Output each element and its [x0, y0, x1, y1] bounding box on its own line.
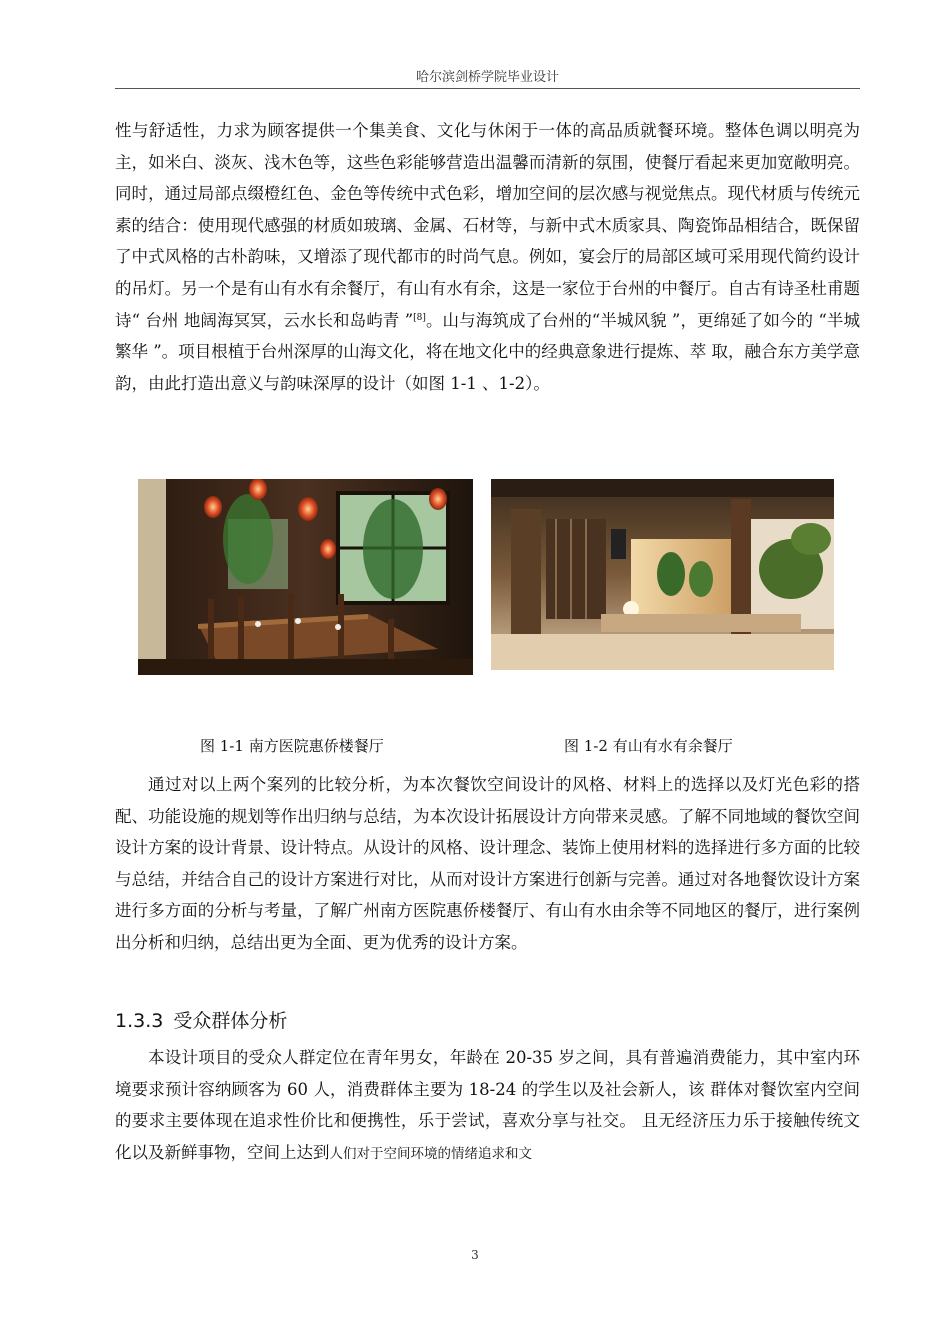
section-title: 受众群体分析 — [173, 1010, 288, 1032]
section-heading — [115, 1006, 287, 1033]
paragraph-intro-text-a: 性与舒适性，力求为顾客提供一个集美食、文化与休闲于一体的高品质就餐环境。整体色调以明亮为主，如米白、淡灰、浅木色等，这些色彩能够营造出温馨而清新的氛围，使餐厅看起来更加宽敞明亮。同时，通过局部点缀橙红色、金色等传统中式色彩，增加空间的层次感与视觉焦点。现代材质与传统元素的结合：使用现代感强的材质如玻璃、金属、石材等，与新中式木质家具、陶瓷饰品相结合，既保留了中式风格的古朴韵味，又增添了现代都市的时尚气息。例如，宴会厅的局部区域可采用现代简约设计的吊灯。另一个是有山有水有余餐厅，有山有水有余，这是一家位于台州的中餐厅。自古有诗圣杜甫题诗“ 台州 地阔海冥冥，云水长和岛屿青 ” — [115, 121, 860, 330]
figure-1-1-caption: 图 1-1 南方医院惠侨楼餐厅 — [200, 737, 384, 755]
figure-1-1-image — [138, 479, 473, 675]
header-divider — [115, 88, 860, 89]
paragraph-comparison: 通过对以上两个案列的比较分析，为本次餐饮空间设计的风格、材料上的选择以及灯光色彩的搭配、功能设施的规划等作出归纳与总结，为本次设计拓展设计方向带来灵感。了解不同地域的餐饮空间设计方案的设计背景、设计特点。从设计的风格、设计理念、装饰上使用材料的选择进行多方面的比较与总结，并结合自己的设计方案进行对比，从而对设计方案进行创新与完善。通过对各地餐饮设计方案进行多方面的分析与考量，了解广州南方医院惠侨楼餐厅、有山有水由余等不同地区的餐厅，进行案例出分析和归纳，总结出更为全面、更为优秀的设计方案。 — [115, 775, 860, 952]
section-number: 1.3.3 — [115, 1010, 164, 1032]
paragraph-intro-text-b: 。山与海筑成了台州的“半城风貌 ”，更绵延了如今的 “半城繁华 ”。项目根植于台州深厚的山海文化，将在地文化中的经典意象进行提炼、萃 取，融合东方美学意韵，由此打造出意义与韵味深厚的设计（如图 1-1 、1-2）。 — [115, 310, 861, 393]
paragraph-audience-text: 本设计项目的受众人群定位在青年男女，年龄在 20-35 岁之间，具有普遍消费能力，其中室内环境要求预计容纳顾客为 60 人，消费群体主要为 18-24 的学生以及社会新人，该 群体对餐饮室内空间的要求主要体现在追求性价比和便携性，乐于尝试，喜欢分享与社交。 且无经济压力乐于接触传统文化以及新鲜事物，空间上达到 — [115, 1048, 860, 1162]
page-header: 哈尔滨剑桥学院毕业设计 — [415, 70, 559, 85]
figure-1-2-caption: 图 1-2 有山有水有余餐厅 — [564, 737, 733, 755]
figure-1-2-image — [491, 479, 834, 670]
citation-mark: [8] — [413, 312, 426, 323]
paragraph-intro — [115, 115, 860, 399]
paragraph-audience — [115, 1042, 860, 1170]
paragraph-audience-tail: 人们对于空间环境的情绪追求和文 — [329, 1145, 532, 1162]
page-number: 3 — [471, 1248, 479, 1262]
